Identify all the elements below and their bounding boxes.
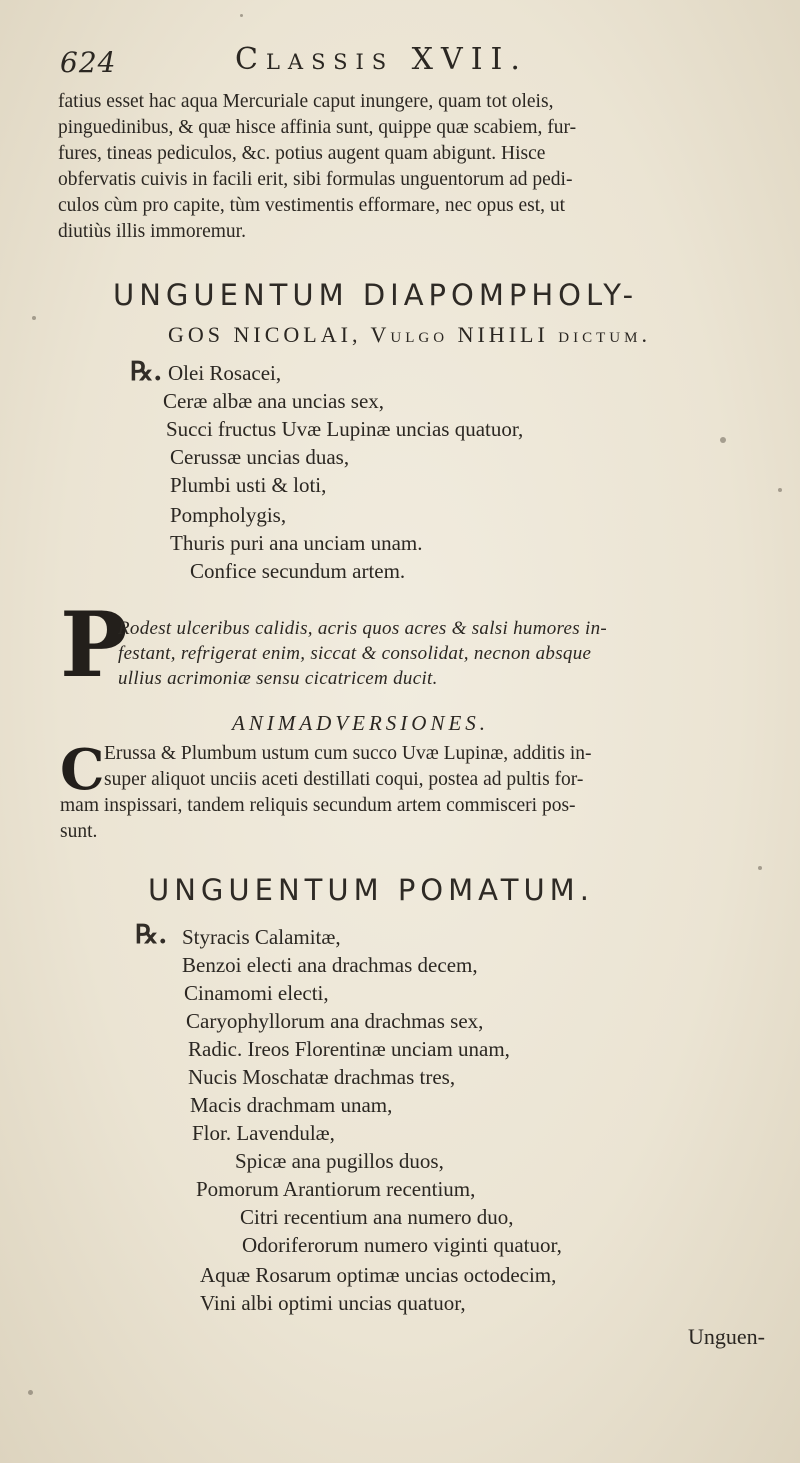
ink-speck xyxy=(758,866,762,870)
section-title: UNGUENTUM POMATUM. xyxy=(148,873,594,907)
ingredient-line: Vini albi optimi uncias quatuor, xyxy=(200,1291,466,1315)
recipe-sign-icon: ℞. xyxy=(130,357,163,387)
running-title: Classis XVII. xyxy=(235,42,528,77)
intro-line: culos cùm pro capite, tùm vestimentis efformare, nec opus est, ut xyxy=(58,195,566,216)
ingredient-line: Benzoi electi ana drachmas decem, xyxy=(182,953,478,977)
intro-line: pinguedinibus, & quæ hisce affinia sunt, quippe quæ scabiem, fur- xyxy=(58,117,577,138)
intro-line: fures, tineas pediculos, &c. potius augent quam abigunt. Hisce xyxy=(58,143,546,164)
ingredient-line: Macis drachmam unam, xyxy=(190,1093,393,1117)
animadversiones-title: ANIMADVERSIONES. xyxy=(232,711,490,735)
intro-line: obfervatis cuivis in facili erit, sibi formulas unguentorum ad pedi- xyxy=(58,169,573,190)
animadversiones-line: super aliquot unciis aceti destillati coqui, postea ad pultis for- xyxy=(104,769,584,790)
prodest-line: ullius acrimoniæ sensu cicatricem ducit. xyxy=(118,668,438,689)
section-subtitle: GOS NICOLAI, Vulgo NIHILI dictum. xyxy=(168,322,651,347)
ingredient-line: Plumbi usti & loti, xyxy=(170,473,327,497)
ink-speck xyxy=(720,437,726,443)
intro-line: diutiùs illis immoremur. xyxy=(58,221,246,242)
ingredient-line: Odoriferorum numero viginti quatuor, xyxy=(242,1233,562,1257)
ingredient-line: Spicæ ana pugillos duos, xyxy=(235,1149,444,1173)
ingredient-line: Ceræ albæ ana uncias sex, xyxy=(163,389,385,413)
ink-speck xyxy=(28,1390,33,1395)
ingredient-line: Nucis Moschatæ drachmas tres, xyxy=(188,1065,456,1089)
prodest-line: Rodest ulceribus calidis, acris quos acres & salsi humores in- xyxy=(118,618,607,639)
ingredient-line: Cinamomi electi, xyxy=(184,981,329,1005)
ingredient-line: Caryophyllorum ana drachmas sex, xyxy=(186,1009,484,1033)
ingredient-line: Aquæ Rosarum optimæ uncias octodecim, xyxy=(200,1263,557,1287)
page-header xyxy=(60,40,720,80)
section-title: UNGUENTUM DIAPOMPHOLY- xyxy=(113,278,639,312)
ingredient-line: Pompholygis, xyxy=(170,503,287,527)
ink-speck xyxy=(778,488,782,492)
ingredient-line: Olei Rosacei, xyxy=(168,361,282,385)
catchword: Unguen- xyxy=(688,1324,765,1349)
ingredient-line: Citri recentium ana numero duo, xyxy=(240,1205,514,1229)
animadversiones-line: mam inspissari, tandem reliquis secundum artem commisceri pos- xyxy=(60,795,576,816)
ink-speck xyxy=(32,316,36,320)
ingredient-line: Confice secundum artem. xyxy=(190,559,406,583)
drop-cap: P xyxy=(60,592,128,698)
ingredient-line: Thuris puri ana unciam unam. xyxy=(170,531,423,555)
ingredient-line: Succi fructus Uvæ Lupinæ uncias quatuor, xyxy=(166,417,524,441)
ingredient-line: Styracis Calamitæ, xyxy=(182,925,341,949)
ingredient-line: Pomorum Arantiorum recentium, xyxy=(196,1177,476,1201)
intro-line: fatius esset hac aqua Mercuriale caput inungere, quam tot oleis, xyxy=(58,91,554,112)
prodest-line: festant, refrigerat enim, siccat & consolidat, necnon absque xyxy=(118,643,592,664)
animadversiones-line: Erussa & Plumbum ustum cum succo Uvæ Lupinæ, additis in- xyxy=(104,743,592,764)
ingredient-line: Cerussæ uncias duas, xyxy=(170,445,350,469)
page-number: 624 xyxy=(60,46,117,79)
ingredient-line: Flor. Lavendulæ, xyxy=(192,1121,335,1145)
animadversiones-line: sunt. xyxy=(60,821,98,842)
ink-speck xyxy=(240,14,243,17)
drop-cap: C xyxy=(60,737,105,803)
ingredient-line: Radic. Ireos Florentinæ unciam unam, xyxy=(188,1037,510,1061)
recipe-sign-icon: ℞. xyxy=(135,920,168,950)
